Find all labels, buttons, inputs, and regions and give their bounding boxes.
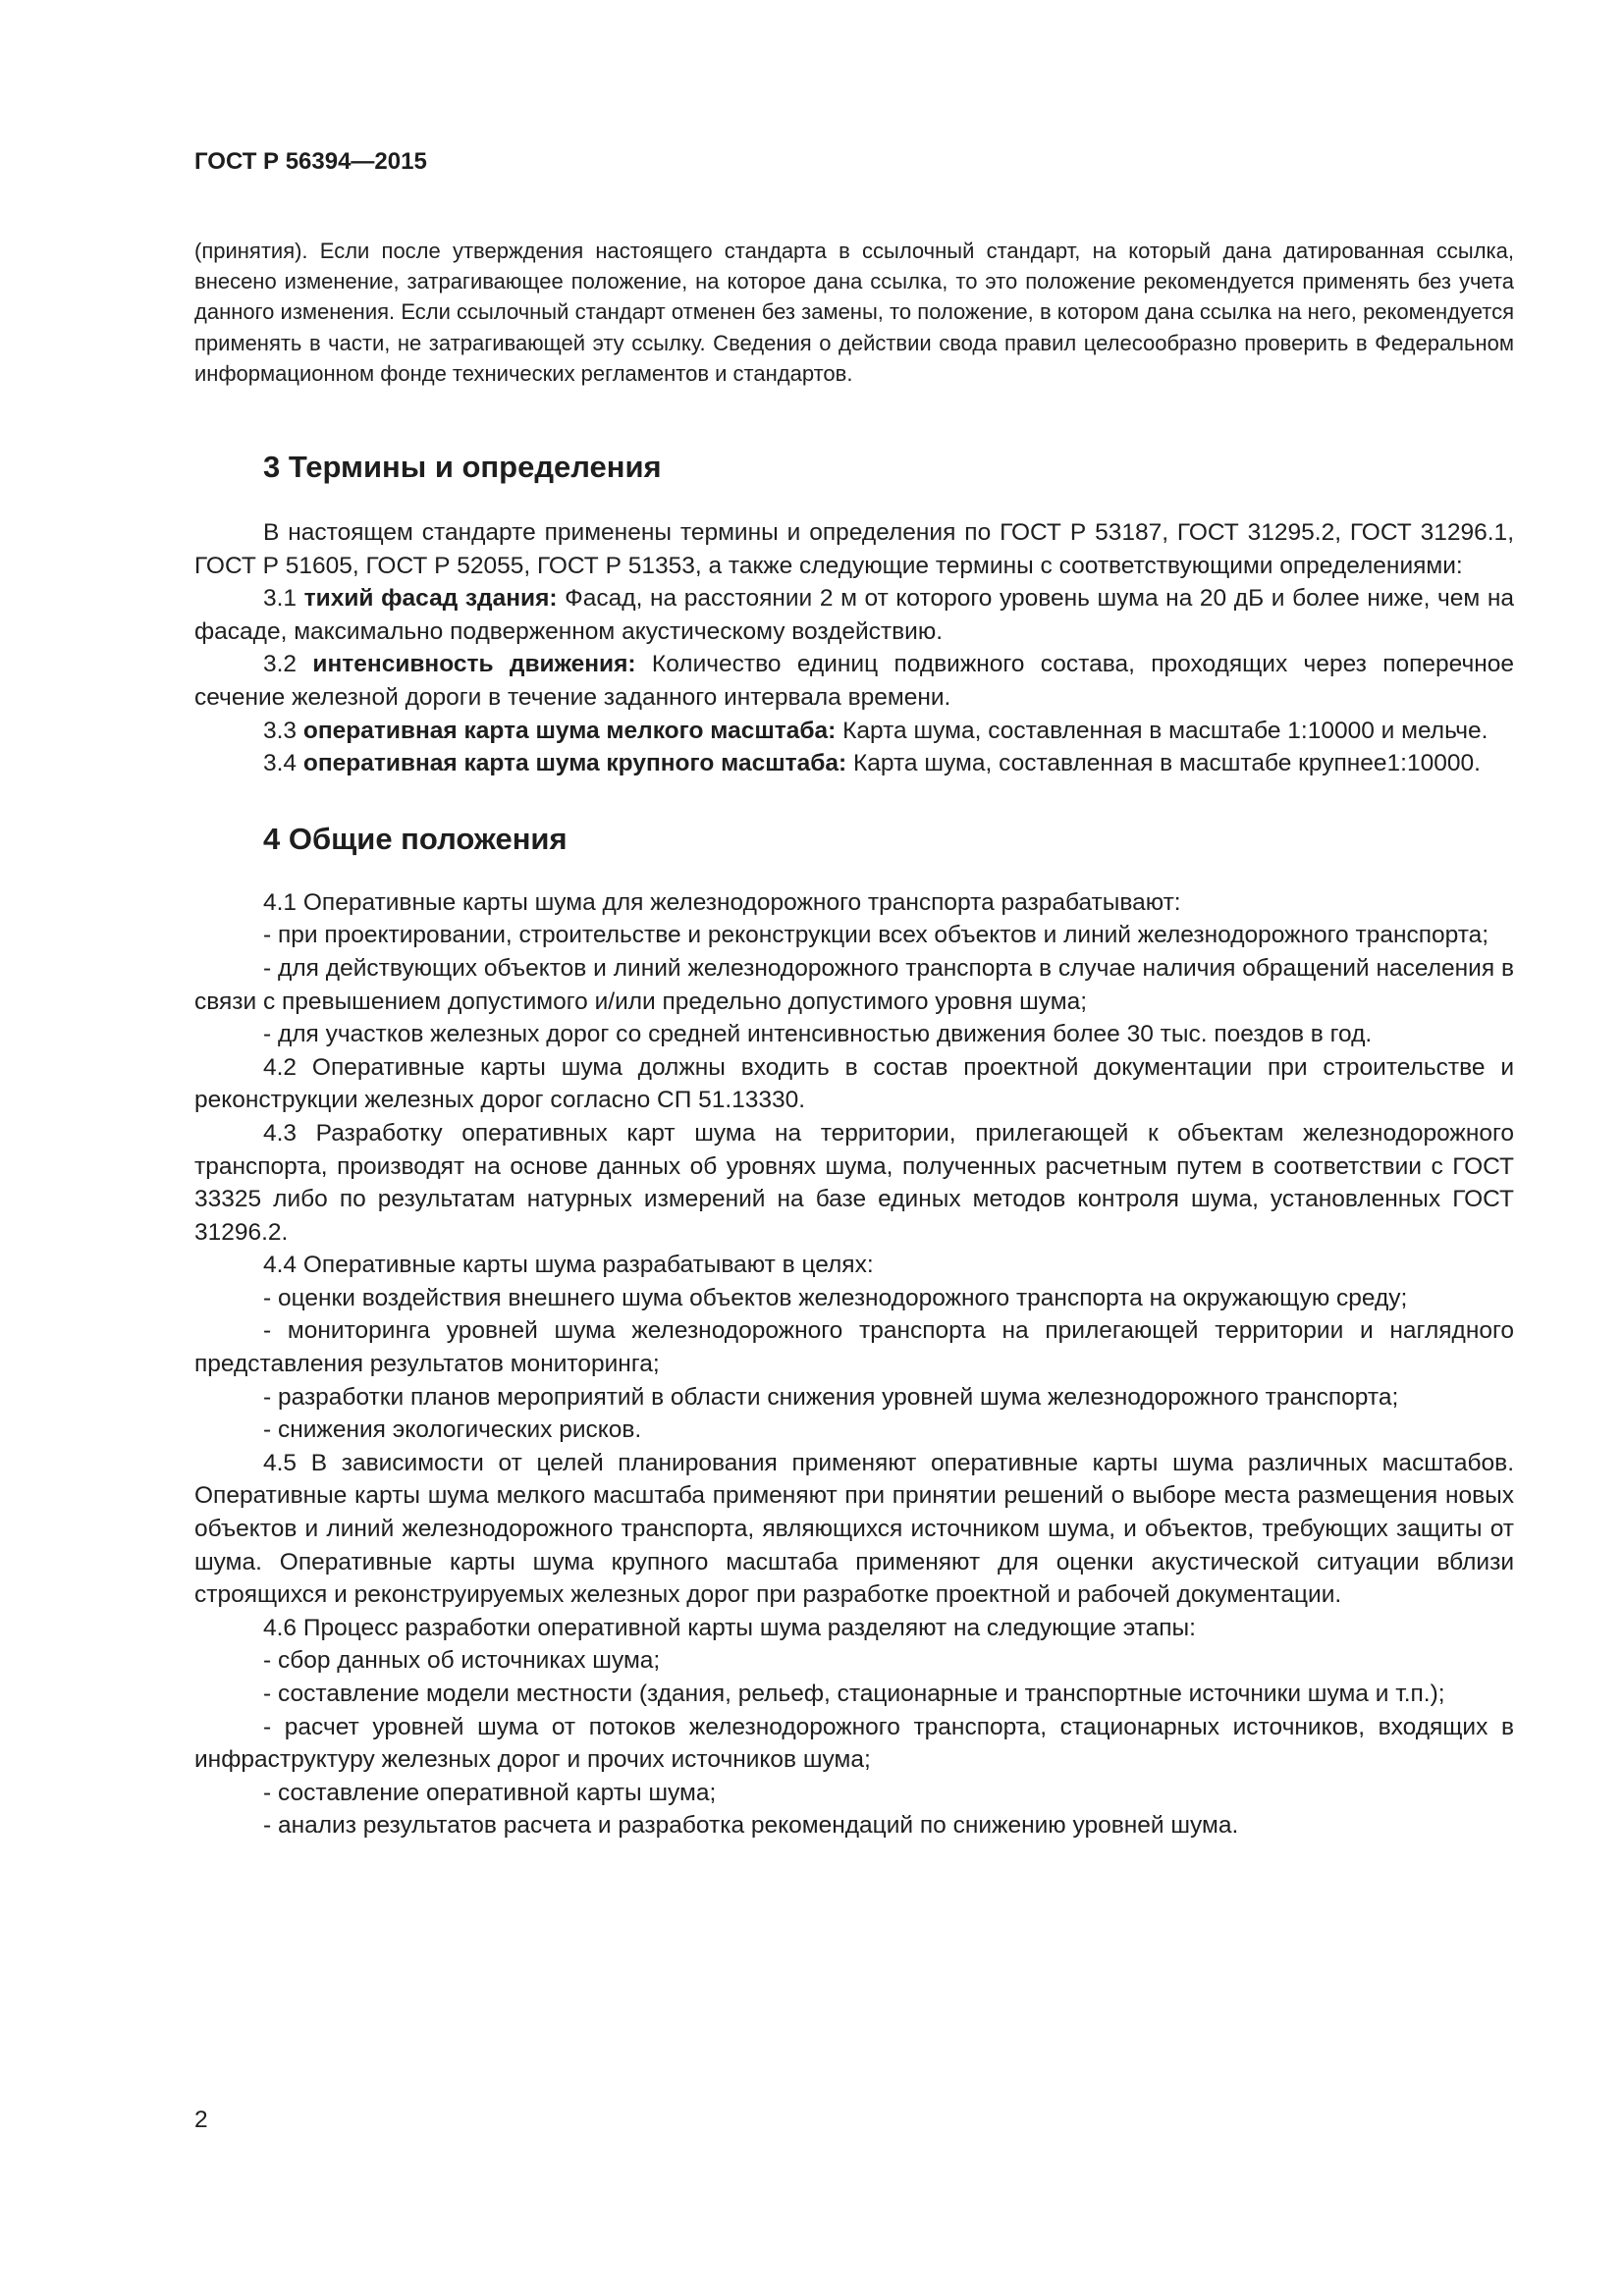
list-item: - расчет уровней шума от потоков железнодорожного транспорта, стационарных источников, входящих в инфраструктуру железных дорог и прочих источников шума;: [194, 1713, 1514, 1774]
list-item: - для участков железных дорог со средней интенсивностью движения более 30 тыс. поездов в год.: [263, 1021, 1373, 1048]
document-page: [194, 147, 1514, 1842]
term-number: 3.3: [263, 717, 298, 744]
list-item: - анализ результатов расчета и разработка рекомендаций по снижению уровней шума.: [263, 1812, 1239, 1840]
section-3-title: 3 Термины и определения: [263, 450, 662, 485]
term-definition: Карта шума, составленная в масштабе крупнее1:10000.: [853, 750, 1481, 777]
list-item: - снижения экологических рисков.: [263, 1416, 642, 1444]
list-item: - для действующих объектов и линий железнодорожного транспорта в случае наличия обращений населения в связи с превышением допустимого и/или предельно допустимого уровня шума;: [194, 954, 1514, 1015]
list-item: - при проектировании, строительстве и реконструкции всех объектов и линий железнодорожного транспорта;: [263, 922, 1489, 949]
term-name: интенсивность движения:: [312, 651, 636, 678]
term-3-3: [194, 715, 1514, 748]
paragraph-4-4: 4.4 Оперативные карты шума разрабатывают в целях:: [263, 1252, 874, 1279]
term-3-4: [194, 747, 1514, 780]
term-name: оперативная карта шума крупного масштаба:: [302, 750, 847, 777]
section-3-intro: В настоящем стандарте применены термины и определения по ГОСТ Р 53187, ГОСТ 31295.2, ГОСТ 31296.1, ГОСТ Р 51605, ГОСТ Р 52055, ГОСТ Р 51353, а также следующие термины с соответствующими определениями:: [194, 519, 1514, 579]
paragraph-4-2: 4.2 Оперативные карты шума должны входить в состав проектной документации при строительстве и реконструкции железных дорог согласно СП 51.13330.: [194, 1053, 1514, 1114]
paragraph-4-6: 4.6 Процесс разработки оперативной карты шума разделяют на следующие этапы:: [263, 1614, 1196, 1641]
list-item: - разработки планов мероприятий в области снижения уровней шума железнодорожного транспорта;: [263, 1383, 1399, 1411]
term-definition: Карта шума, составленная в масштабе 1:10000 и мельче.: [842, 717, 1489, 744]
list-item: - сбор данных об источниках шума;: [263, 1647, 661, 1675]
paragraph-4-3: 4.3 Разработку оперативных карт шума на территории, прилегающей к объектам железнодорожного транспорта, производят на основе данных об уровнях шума, полученных расчетным путем в соответствии с ГОСТ 33325 либо по результатам натурных измерений на базе единых методов контроля шума, установленных ГОСТ 31296.2.: [194, 1119, 1514, 1246]
term-definition: Фасад, на расстоянии 2 м от которого уровень шума на 20 дБ и более ниже, чем на фасаде, максимально подверженном акустическому воздействию.: [194, 585, 1514, 645]
list-item: - составление модели местности (здания, рельеф, стационарные и транспортные источники шума и т.п.);: [263, 1681, 1445, 1708]
term-3-2: [194, 648, 1514, 714]
term-name: тихий фасад здания:: [303, 585, 558, 613]
list-item: - составление оперативной карты шума;: [263, 1779, 717, 1806]
page-number: 2: [194, 2107, 208, 2133]
term-name: оперативная карта шума мелкого масштаба:: [302, 717, 837, 744]
term-number: 3.2: [263, 651, 298, 678]
term-definition: Количество единиц подвижного состава, проходящих через поперечное сечение железной дороги в течение заданного интервала времени.: [194, 651, 1514, 711]
intro-paragraph: (принятия). Если после утверждения настоящего стандарта в ссылочный стандарт, на который дана датированная ссылка, внесено изменение, затрагивающее положение, на которое дана ссылка, то это положение рекомендуется применять без учета данного изменения. Если ссылочный стандарт отменен без замены, то положение, в котором дана ссылка на него, рекомендуется применять в части, не затрагивающей эту ссылку. Сведения о действии свода правил целесообразно проверить в Федеральном информационном фонде технических регламентов и стандартов.: [194, 239, 1514, 386]
paragraph-4-5: 4.5 В зависимости от целей планирования применяют оперативные карты шума различных масштабов. Оперативные карты шума мелкого масштаба применяют при принятии решений о выборе места размещения новых объектов и линий железнодорожного транспорта, являющихся источником шума, и объектов, требующих защиты от шума. Оперативные карты шума крупного масштаба применяют для оценки акустической ситуации вблизи строящихся и реконструируемых железных дорог при разработке проектной и рабочей документации.: [194, 1449, 1514, 1609]
document-header: ГОСТ Р 56394—2015: [194, 148, 427, 175]
paragraph-4-1: 4.1 Оперативные карты шума для железнодорожного транспорта разрабатывают:: [263, 888, 1181, 916]
list-item: - мониторинга уровней шума железнодорожного транспорта на прилегающей территории и наглядного представления результатов мониторинга;: [194, 1317, 1514, 1378]
term-number: 3.1: [263, 585, 298, 613]
section-4-title: 4 Общие положения: [263, 821, 568, 856]
list-item: - оценки воздействия внешнего шума объектов железнодорожного транспорта на окружающую среду;: [263, 1284, 1408, 1311]
term-3-1: [194, 582, 1514, 648]
term-number: 3.4: [263, 750, 298, 777]
